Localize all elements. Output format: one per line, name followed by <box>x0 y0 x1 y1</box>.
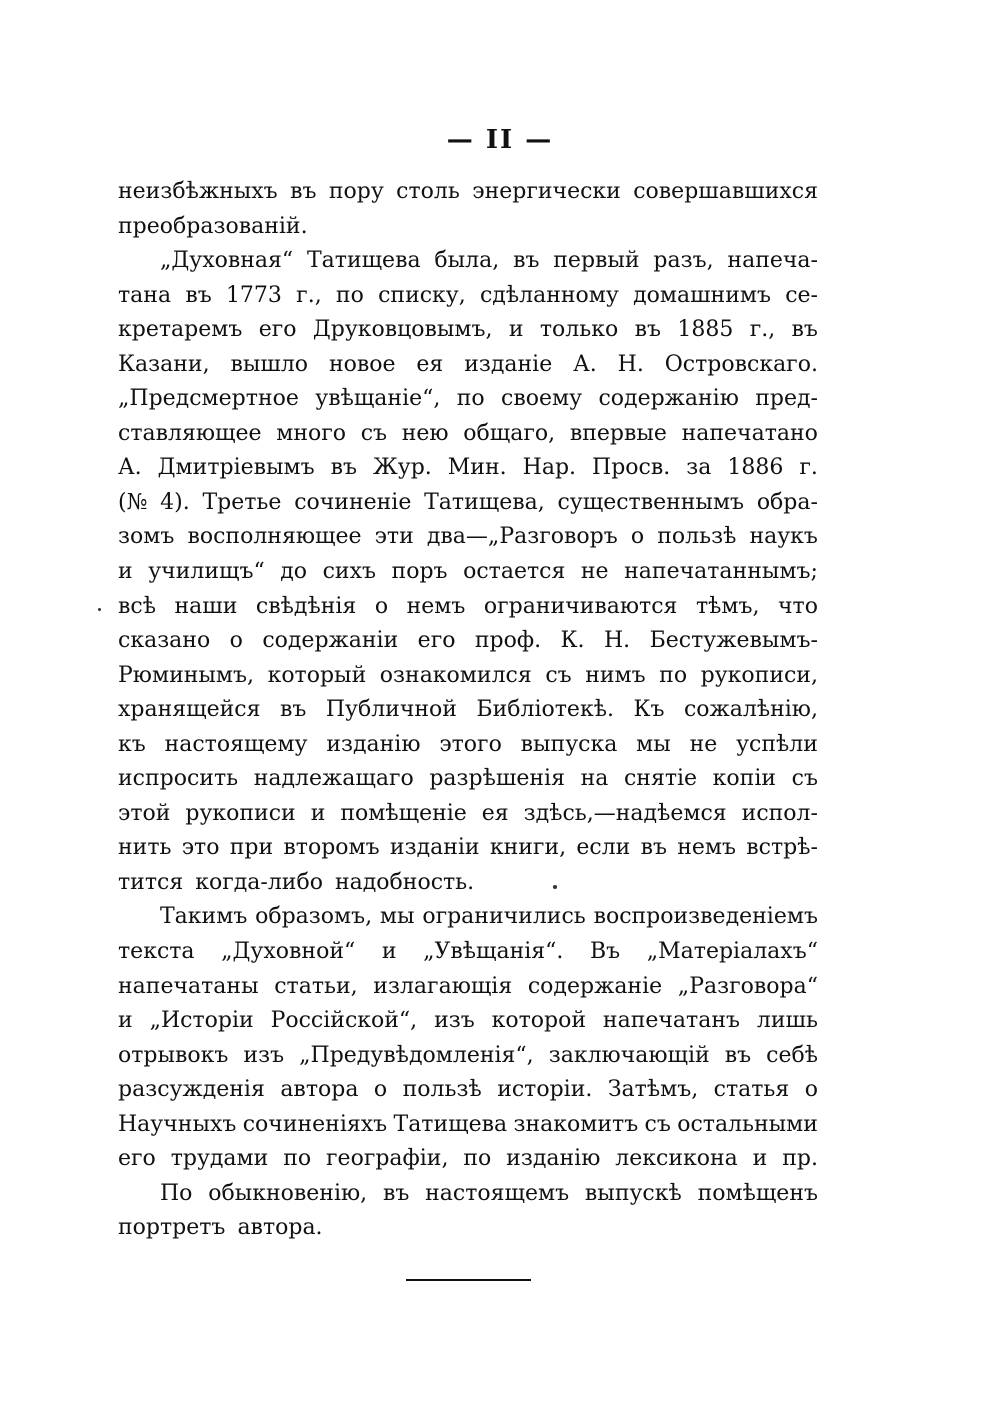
text-line: текста „Духовной“ и „Увѣщанія“. Въ „Матеріалахъ“ <box>118 939 818 965</box>
text-line: Рюминымъ, который ознакомился съ нимъ по рукописи, <box>118 662 818 688</box>
text-line: напечатаны статьи, излагающія содержаніе „Разговора“ <box>118 973 818 999</box>
text-line: и училищъ“ до сихъ поръ остается не напечатаннымъ; <box>118 559 818 585</box>
text-line: неизбѣжныхъ въ пору столь энергически совершавшихся <box>118 179 818 204</box>
text-line: портретъ автора. <box>118 1215 323 1241</box>
text-line: По обыкновенію, въ настоящемъ выпускѣ помѣщенъ <box>160 1180 818 1206</box>
text-line: и „Исторіи Россійской“, изъ которой напечатанъ лишь <box>118 1008 818 1034</box>
text-line: преобразованій. <box>118 213 308 239</box>
text-line: этой рукописи и помѣщеніе ея здѣсь,—надѣемся испол- <box>118 800 818 826</box>
text-line: сказано о содержаніи его проф. К. Н. Бестужевымъ- <box>118 628 818 654</box>
text-line: разсужденія автора о пользѣ исторіи. Затѣмъ, статья о <box>118 1077 818 1103</box>
text-line: „Духовная“ Татищева была, въ первый разъ, напеча- <box>160 248 818 274</box>
text-line: тана въ 1773 г., по списку, сдѣланному домашнимъ се- <box>118 282 818 308</box>
scan-speck <box>98 608 101 611</box>
page-number: — II — <box>446 125 554 155</box>
text-line: Такимъ образомъ, мы ограничились воспроизведеніемъ <box>160 904 818 930</box>
text-line: Казани, вышло новое ея изданіе А. Н. Островскаго. <box>118 351 818 377</box>
text-line: „Предсмертное увѣщаніе“, по своему содержанію пред- <box>118 386 818 412</box>
text-line: А. Дмитріевымъ въ Жур. Мин. Нар. Просв. за 1886 г. <box>118 455 818 481</box>
text-line: Научныхъ сочиненіяхъ Татищева знакомитъ съ остальными <box>118 1111 818 1137</box>
text-line: испросить надлежащаго разрѣшенія на снятіе копіи съ <box>118 766 818 792</box>
text-line: его трудами по географіи, по изданію лексикона и пр. <box>118 1146 818 1172</box>
text-line: отрывокъ изъ „Предувѣдомленія“, заключающій въ себѣ <box>118 1042 818 1068</box>
text-line: тится когда-либо надобность. <box>118 869 475 895</box>
text-line: зомъ восполняющее эти два—„Разговоръ о пользѣ наукъ <box>118 524 818 550</box>
body-text <box>118 175 818 1246</box>
text-line: кретаремъ его Друковцовымъ, и только въ 1885 г., въ <box>118 317 818 343</box>
text-line: къ настоящему изданію этого выпуска мы не успѣли <box>118 731 818 757</box>
text-line: хранящейся въ Публичной Библіотекѣ. Къ сожалѣнію, <box>118 697 818 723</box>
end-rule <box>406 1279 531 1281</box>
text-line: ставляющее много съ нею общаго, впервые напечатано <box>118 420 818 446</box>
scan-speck <box>553 885 557 889</box>
text-line: всѣ наши свѣдѣнія о немъ ограничиваются тѣмъ, что <box>118 593 818 619</box>
text-line: (№ 4). Третье сочиненіе Татищева, существеннымъ обра- <box>118 489 818 515</box>
text-line: нить это при второмъ изданіи книги, если въ немъ встрѣ- <box>118 835 818 861</box>
